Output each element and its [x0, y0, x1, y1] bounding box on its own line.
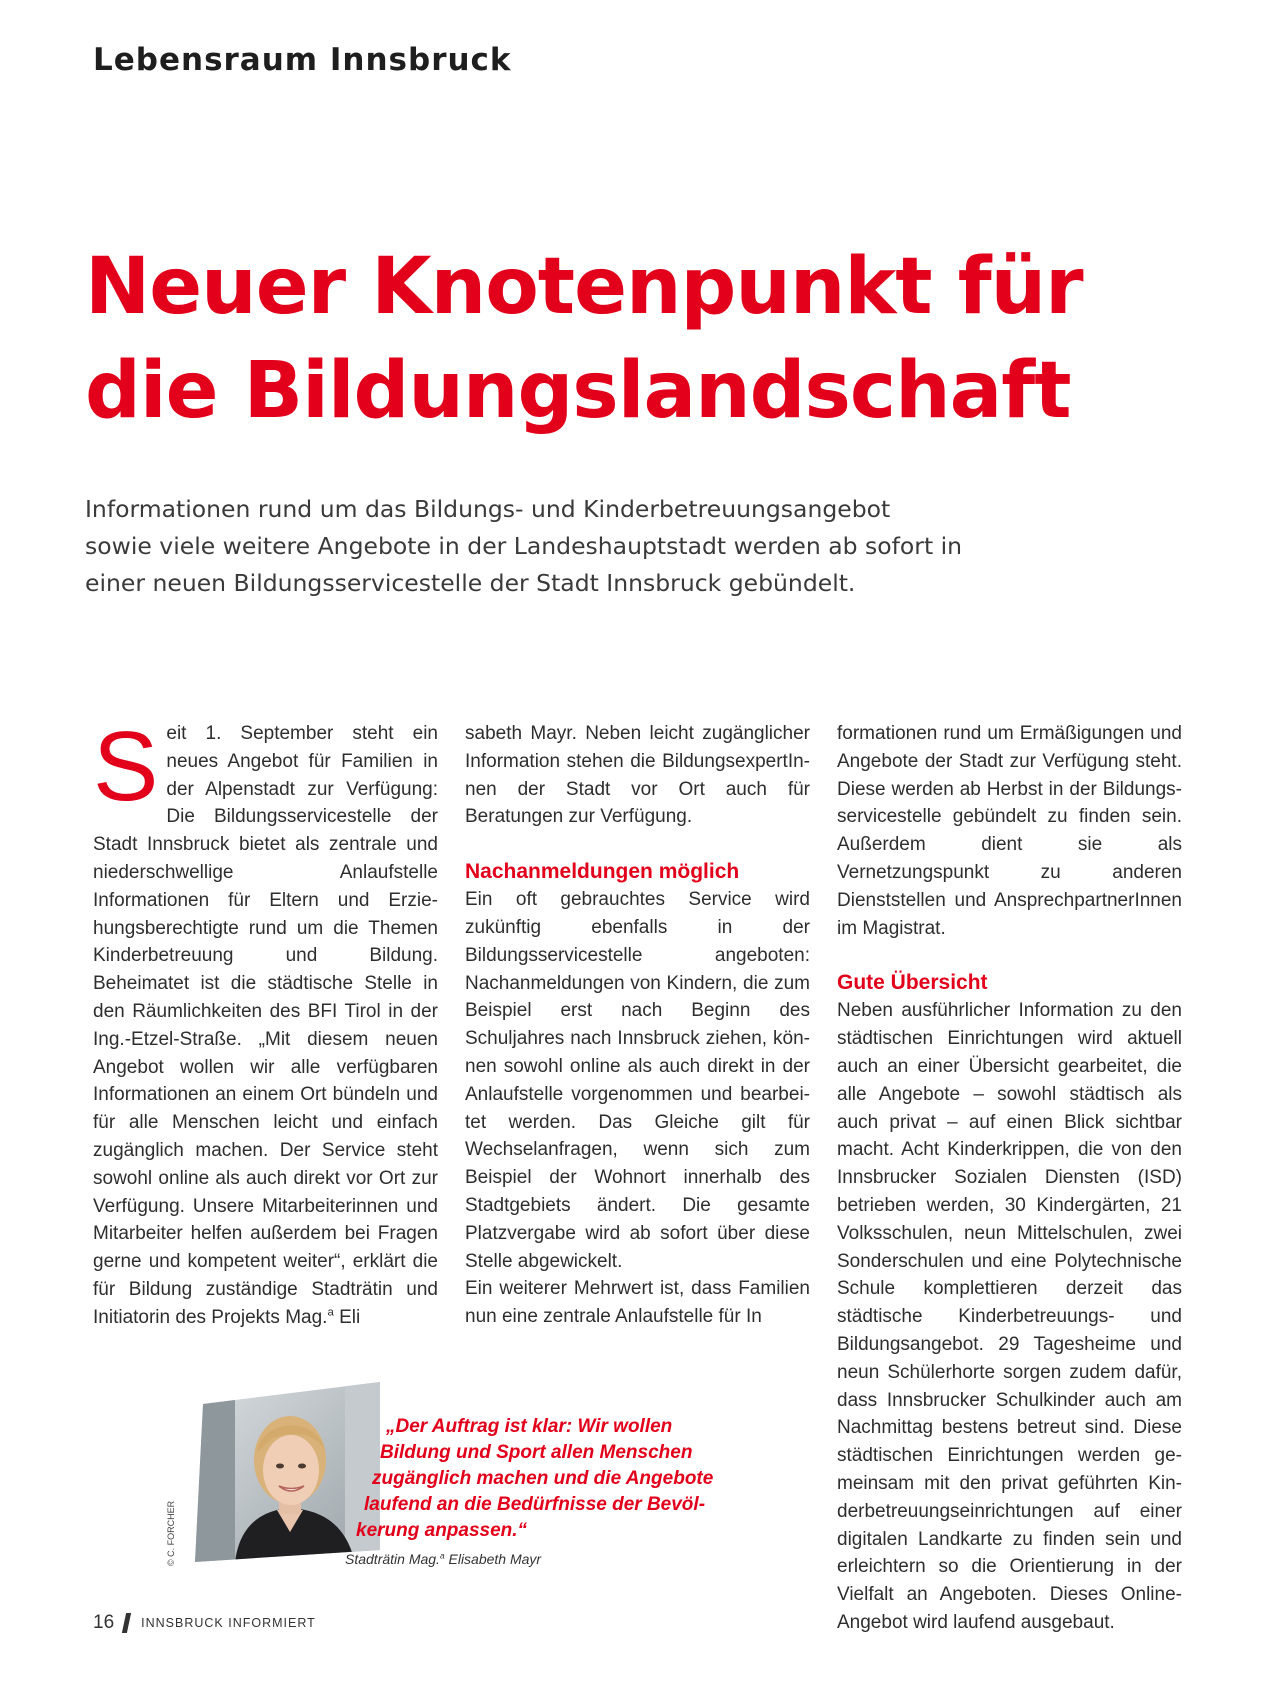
headline-line-1: Neuer Knotenpunkt für [85, 242, 1083, 332]
body-paragraph: Ein weiterer Mehrwert ist, dass Familien nun eine zentrale Anlaufstelle für In [465, 1278, 810, 1328]
body-paragraph: sabeth Mayr. Neben leicht zugänglicher Information stehen die BildungsexpertInnen der Stadt vor Ort auch für Beratungen zur Verfügung. [465, 723, 810, 828]
article-column-2 [465, 720, 810, 1331]
subheading-nachanmeldungen: Nachanmeldungen möglich [465, 860, 740, 884]
page-number: 16 [93, 1612, 115, 1633]
page-footer [93, 1612, 316, 1634]
author-prefix: Stadträtin Mag. [345, 1551, 440, 1567]
body-paragraph: formationen rund um Ermäßigungen und Angebote der Stadt zur Verfügung steht. Diese werden ab Herbst in der Bildungsservicestelle gebündelt zu finden sein. Außerdem dient sie als Vernetzungspunkt zu anderen Dienststellen und AnsprechpartnerInnen im Magistrat. [837, 723, 1182, 939]
body-text-end: Eli [333, 1306, 361, 1328]
headline-line-2: die Bildungslandschaft [85, 346, 1071, 436]
subheading-gute-uebersicht: Gute Übersicht [837, 971, 988, 995]
lead-line-1: Informationen rund um das Bildungs- und Kinderbetreuungsangebot [85, 495, 891, 523]
pull-quote [350, 1414, 714, 1544]
author-superscript: a [439, 1550, 445, 1561]
body-text: eit 1. September steht ein neues Angebot für Familien in der Alpenstadt zur Verfügung: Die Bildungsservicestelle der Stadt Innsbruck bietet als zentrale und niederschwellige Anlaufstelle Informationen für Eltern und Erziehungsberechtigte rund um die Themen Kinderbetreuung und Bildung. Beheimatet ist die städtische Stelle in den Räumlichkeiten des BFI Tirol in der Ing.-Etzel-Straße. „Mit diesem neuen Angebot wollen wir alle verfügbaren Informationen an einem Ort bündeln und für alle Menschen leicht und einfach zugänglich machen. Der Service steht sowohl online als auch direkt vor Ort zur Verfügung. Unsere Mitarbeiterinnen und Mitarbeiter helfen außerdem bei Fragen gerne und kompetent weiter“, erklärt die für Bildung zuständige Stadträtin und Initiatorin des Projekts Mag. [93, 723, 438, 1328]
article-column-1 [93, 711, 438, 1332]
section-label: Lebensraum Innsbruck [93, 42, 512, 78]
author-name: Elisabeth Mayr [444, 1551, 542, 1567]
quote-author [345, 1551, 541, 1567]
lead-line-2: sowie viele weitere Angebote in der Landeshauptstadt werden ab sofort in [85, 532, 963, 560]
quote-line-3: zugänglich machen und die Angebote [372, 1468, 714, 1489]
lead-paragraph [85, 491, 965, 602]
footer-divider [122, 1613, 131, 1633]
quote-line-5: kerung anpassen.“ [356, 1520, 528, 1541]
quote-line-1: „Der Auftrag ist klar: Wir wollen [386, 1416, 673, 1437]
body-paragraph: Neben ausführlicher Information zu den städtischen Einrichtungen wird aktuell auch an einer Übersicht gearbeitet, die alle Angebote – sowohl städtisch als auch privat – auf einen Blick sichtbar macht. Acht Kinderkrippen, die von den Innsbrucker Sozialen Diensten (ISD) betrieben werden, 30 Kindergärten, 21 Volksschulen, neun Mittelschulen, zwei Sonderschulen und eine Polytechnische Schule komplettieren derzeit das städtische Kinderbetreuungs- und Bildungsangebot. 29 Tagesheime und neun Schülerhorte sorgen zudem dafür, dass Innsbrucker Schulkinder auch am Nachmittag bestens betreut sind. Diese städtischen Einrichtungen werden gemeinsam mit den privat geführten Kinderbetreuungseinrichtungen auf einer digitalen Landkarte zu finden sein und erleichtern so die Orientierung in der Vielfalt an Angeboten. Dieses Online-Angebot wird laufend ausgebaut. [837, 1000, 1182, 1633]
article-column-3 [837, 720, 1182, 1637]
magazine-name: INNSBRUCK INFORMIERT [141, 1616, 316, 1630]
superscript: a [327, 1306, 334, 1319]
page-title [85, 235, 1205, 443]
lead-line-3: einer neuen Bildungsservicestelle der Stadt Innsbruck gebündelt. [85, 569, 856, 597]
drop-cap: S [93, 711, 159, 821]
photo-credit: © C. FORCHER [166, 1500, 176, 1566]
body-paragraph: Ein oft gebrauchtes Service wird zukünftig ebenfalls in der Bildungsservicestelle angeboten: Nachanmeldungen von Kindern, die zum Beispiel erst nach Beginn des Schuljahres nach Innsbruck ziehen, können sowohl online als auch direkt in der Anlaufstelle vorgenommen und bearbeitet werden. Das Gleiche gilt für Wechselanfragen, wenn sich zum Beispiel der Wohnort innerhalb des Stadtgebiets ändert. Die gesamte Platzvergabe wird ab sofort über diese Stelle abgewickelt. [465, 889, 810, 1272]
quote-line-4: laufend an die Bedürfnisse der Bevöl- [364, 1494, 706, 1515]
quote-line-2: Bildung und Sport allen Menschen [380, 1442, 693, 1463]
